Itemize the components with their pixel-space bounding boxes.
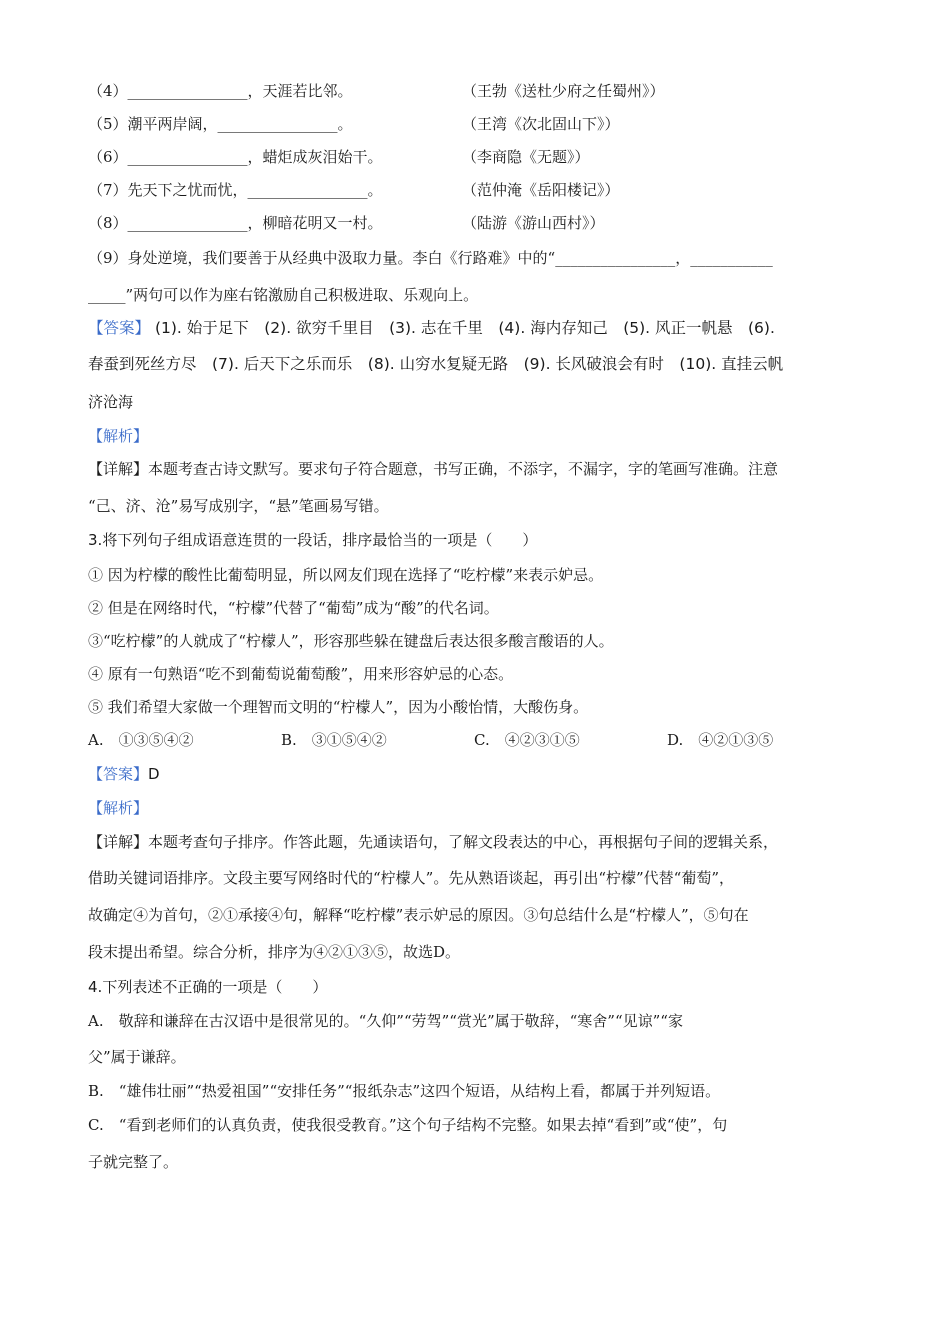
answer-tag: 【答案】 xyxy=(88,765,149,783)
q3-sentence-1: ① 因为柠檬的酸性比葡萄明显，所以网友们现在选择了“吃柠檬”来表示妒忌。 xyxy=(88,566,604,584)
analysis2-line1: 【详解】本题考查古诗文默写。要求句子符合题意，书写正确，不添字，不漏字，字的笔画写准确。注意 xyxy=(88,460,779,478)
poem-line-6: （6）________________，蜡炬成灰泪始干。 xyxy=(88,148,383,166)
answer2-line1 xyxy=(88,318,878,338)
q3-answer-value: D xyxy=(148,765,160,783)
answer2-line2 xyxy=(88,354,878,374)
q3-detail-2: 借助关键词语排序。文段主要写网络时代的“柠檬人”。先从熟语谈起，再引出“柠檬”代替“葡萄”， xyxy=(88,869,735,887)
poem-source-6: （李商隐《无题》） xyxy=(462,148,590,166)
q3-option-a: A. ①③⑤④② xyxy=(88,731,194,749)
analysis2-line2: “己、济、沧”易写成别字，“悬”笔画易写错。 xyxy=(88,497,389,515)
question-3-title xyxy=(88,530,878,550)
q3-sentence-4: ④ 原有一句熟语“吃不到葡萄说葡萄酸”，用来形容妒忌的心态。 xyxy=(88,665,514,683)
q3-answer xyxy=(88,764,878,784)
question-4-number: 4. xyxy=(88,978,103,996)
poem-line-5: （5）潮平两岸阔，________________。 xyxy=(88,115,353,133)
q3-sentence-3: ③“吃柠檬”的人就成了“柠檬人”，形容那些躲在键盘后表达很多酸言酸语的人。 xyxy=(88,632,614,650)
q4-option-b: B. “雄伟壮丽”“热爱祖国”“安排任务”“报纸杂志”这四个短语，从结构上看，都属于并列短语。 xyxy=(88,1082,721,1100)
q4-option-c-line1: C. “看到老师们的认真负责，使我很受教育。”这个句子结构不完整。如果去掉“看到”或“使”，句 xyxy=(88,1116,728,1134)
question-3-number: 3. xyxy=(88,531,103,549)
q3-detail-4: 段末提出希望。综合分析，排序为④②①③⑤，故选D。 xyxy=(88,943,461,961)
poem-source-4: （王勃《送杜少府之任蜀州》） xyxy=(462,82,665,100)
q4-option-c-line2: 子就完整了。 xyxy=(88,1153,179,1171)
q3-sentence-5: ⑤ 我们希望大家做一个理智而文明的“柠檬人”，因为小酸怡情，大酸伤身。 xyxy=(88,698,589,716)
poem-line-4: （4）________________，天涯若比邻。 xyxy=(88,82,353,100)
question-4-title xyxy=(88,977,878,997)
q4-option-a-line2: 父”属于谦辞。 xyxy=(88,1048,186,1066)
poem-line-7: （7）先天下之忧而忧，________________。 xyxy=(88,181,383,199)
analysis-tag: 【解析】 xyxy=(88,799,149,817)
q3-option-d: D. ④②①③⑤ xyxy=(667,731,774,749)
answer-tag: 【答案】 xyxy=(88,319,151,337)
poem-source-7: （范仲淹《岳阳楼记》） xyxy=(462,181,620,199)
q3-sentence-2: ② 但是在网络时代，“柠檬”代替了“葡萄”成为“酸”的代名词。 xyxy=(88,599,499,617)
answer2-line3: 济沧海 xyxy=(88,393,134,411)
poem-line-9b: _____”两句可以作为座右铭激励自己积极进取、乐观向上。 xyxy=(88,286,479,304)
q4-option-a-line1: A. 敬辞和谦辞在古汉语中是很常见的。“久仰”“劳驾”“赏光”属于敬辞，“寒舍”“见谅”“家 xyxy=(88,1012,683,1030)
poem-line-8: （8）________________，柳暗花明又一村。 xyxy=(88,214,383,232)
q3-option-c: C. ④②③①⑤ xyxy=(474,731,580,749)
question-4-text: 下列表述不正确的一项是（ ） xyxy=(102,978,328,996)
q3-detail-1: 【详解】本题考查句子排序。作答此题，先通读语句，了解文段表达的中心，再根据句子间的逻辑关系， xyxy=(88,833,779,851)
answer2-text1: (1). 始于足下 (2). 欲穷千里目 (3). 志在千里 (4). 海内存知己 (5). 风正一帆悬 (6). xyxy=(154,319,775,337)
question-3-text: 将下列句子组成语意连贯的一段话，排序最恰当的一项是（ ） xyxy=(102,531,538,549)
analysis-tag: 【解析】 xyxy=(88,427,149,445)
poem-line-9a: （9）身处逆境，我们要善于从经典中汲取力量。李白《行路难》中的“________________，___________ xyxy=(88,249,773,267)
poem-source-5: （王湾《次北固山下》） xyxy=(462,115,620,133)
poem-source-8: （陆游《游山西村》） xyxy=(462,214,605,232)
q3-option-b: B. ③①⑤④② xyxy=(281,731,387,749)
q3-detail-3: 故确定④为首句，②①承接④句，解释“吃柠檬”表示妒忌的原因。③句总结什么是“柠檬人”，⑤句在 xyxy=(88,906,749,924)
answer2-text2: 春蚕到死丝方尽 (7). 后天下之乐而乐 (8). 山穷水复疑无路 (9). 长风破浪会有时 (10). 直挂云帆 xyxy=(88,355,784,373)
